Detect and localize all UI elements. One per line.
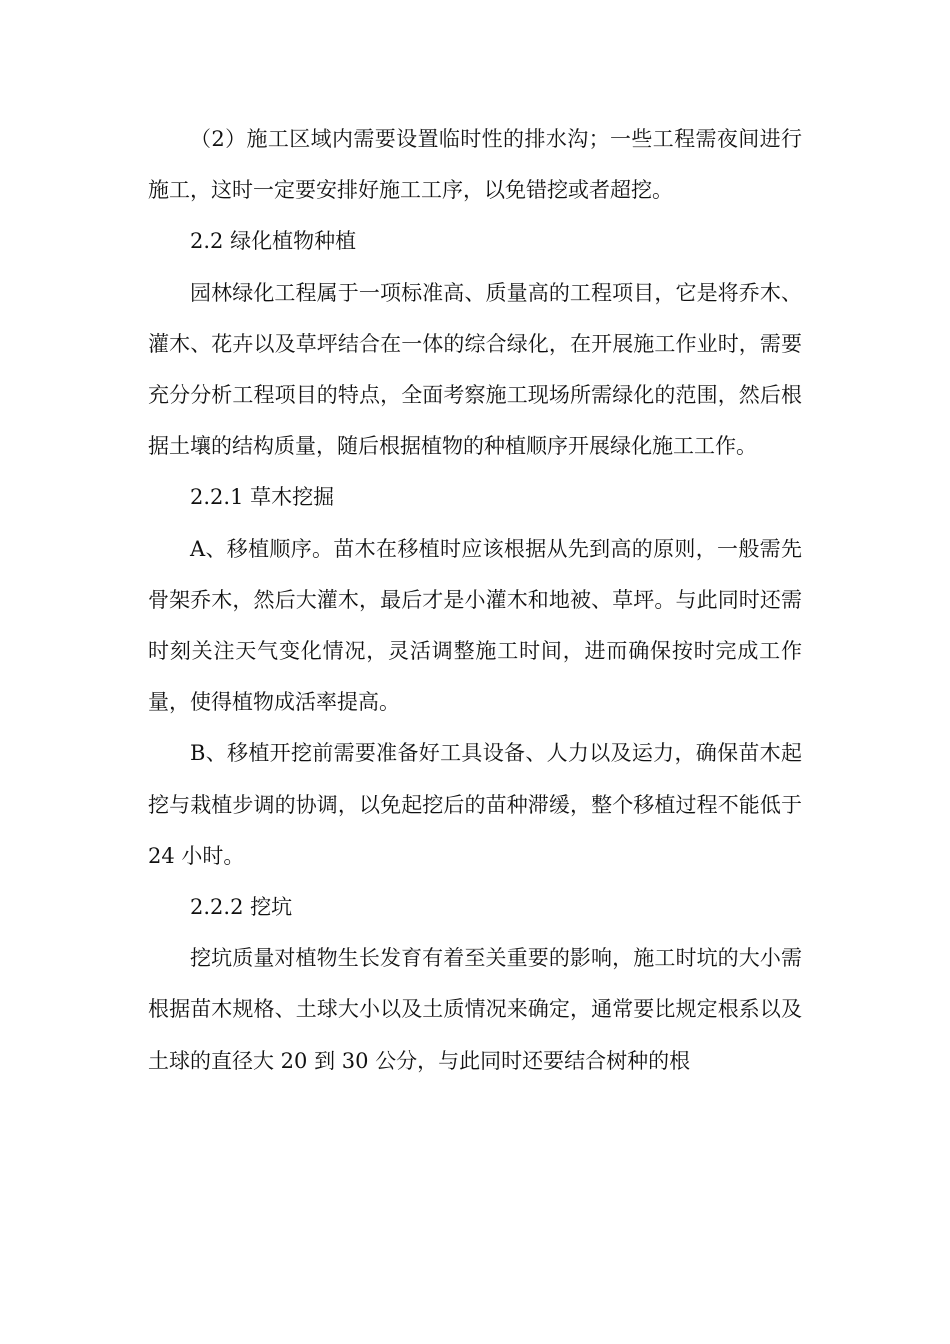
document-body [148,114,802,1087]
section-heading-planting: 2.2 绿化植物种植 [190,229,357,254]
subsection-heading-excavation: 2.2.1 草木挖掘 [190,485,335,510]
paragraph-drainage: （2）施工区域内需要设置临时性的排水沟；一些工程需夜间进行施工，这时一定要安排好施工工序，以免错挖或者超挖。 [148,127,802,203]
paragraph-transplant-preparation: B、移植开挖前需要准备好工具设备、人力以及运力，确保苗木起挖与栽植步调的协调，以免起挖后的苗种滞缓，整个移植过程不能低于 24 小时。 [148,741,802,868]
paragraph-pit-quality: 挖坑质量对植物生长发育有着至关重要的影响，施工时坑的大小需根据苗木规格、土球大小以及土质情况来确定，通常要比规定根系以及土球的直径大 20 到 30 公分，与此同时还要结合树种的根 [148,946,802,1073]
paragraph-greening-overview: 园林绿化工程属于一项标准高、质量高的工程项目，它是将乔木、灌木、花卉以及草坪结合在一体的综合绿化，在开展施工作业时，需要充分分析工程项目的特点，全面考察施工现场所需绿化的范围，然后根据土壤的结构质量，随后根据植物的种植顺序开展绿化施工工作。 [148,280,802,459]
subsection-heading-digging-pits: 2.2.2 挖坑 [190,895,293,920]
paragraph-transplant-order: A、移植顺序。苗木在移植时应该根据从先到高的原则，一般需先骨架乔木，然后大灌木，最后才是小灌木和地被、草坪。与此同时还需时刻关注天气变化情况，灵活调整施工时间，进而确保按时完成工作量，使得植物成活率提高。 [148,536,802,715]
